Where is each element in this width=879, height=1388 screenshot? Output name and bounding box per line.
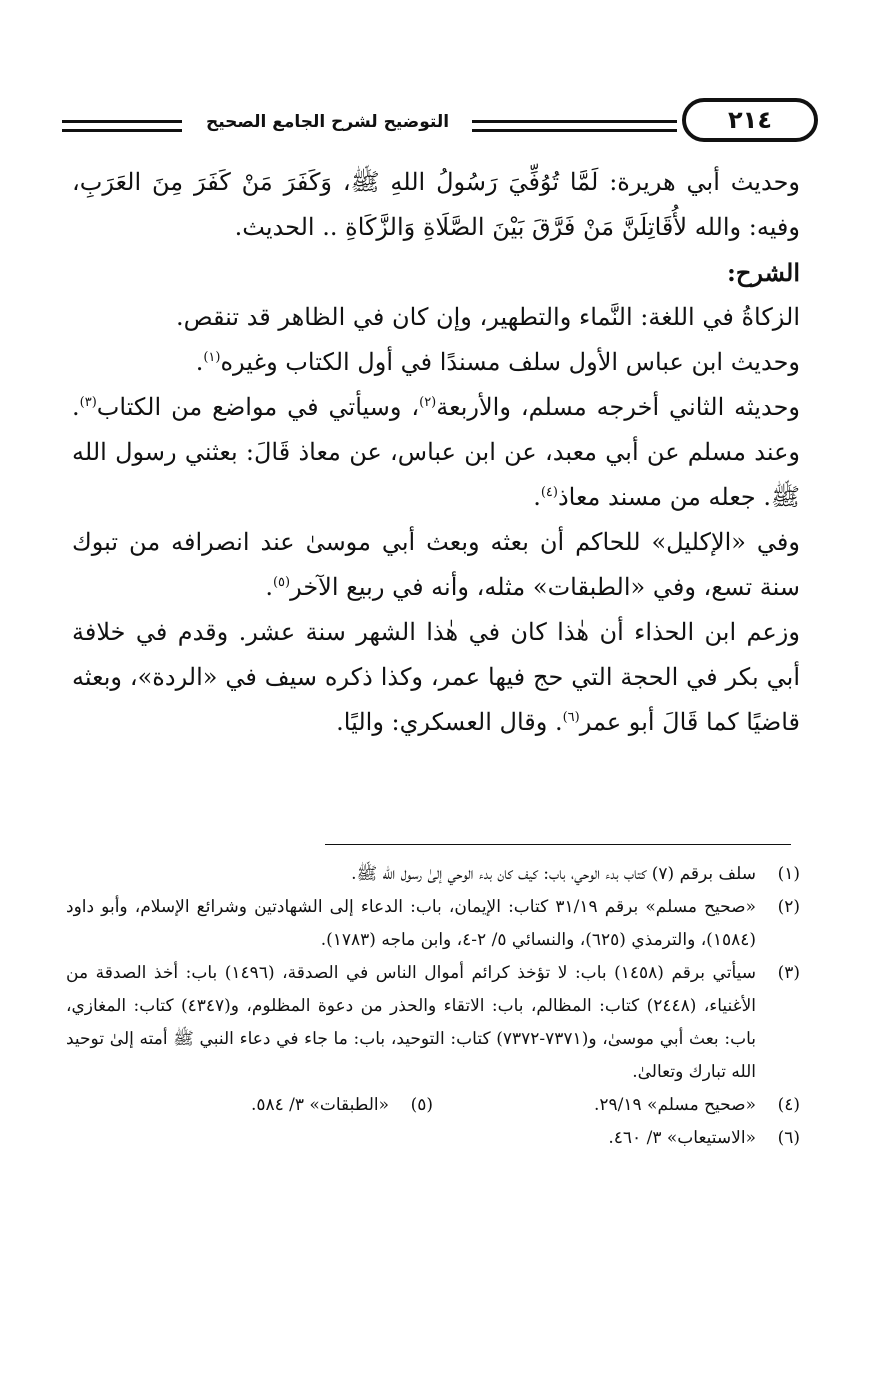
footnote-2 xyxy=(66,891,800,957)
header-rule-right-top xyxy=(472,120,677,123)
section-heading: الشرح: xyxy=(727,258,800,287)
footnotes xyxy=(66,858,800,1155)
text-run: . xyxy=(265,573,273,601)
footnote-number: (٥) xyxy=(410,1095,433,1115)
footnote-3 xyxy=(66,957,800,1089)
footnote-ref-2: (٢) xyxy=(419,395,437,410)
text-run: . وعند مسلم عن أبي معبد، عن ابن عباس، عن معاذ قَالَ: بعثني رسول الله ﷺ. جعله من مسند معاذ xyxy=(72,393,800,511)
text-run: وفي «الإكليل» للحاكم أن بعثه وبعث أبي موسىٰ عند انصرافه من تبوك سنة تسع، وفي «الطبقات» مثله، وأنه في ربيع الآخر xyxy=(72,528,800,601)
paragraph-ibn-abbas xyxy=(72,340,800,385)
paragraph-iklil xyxy=(72,520,800,610)
text-run: . وقال العسكري: واليًا. xyxy=(336,708,563,736)
text-run: وحديثه الثاني أخرجه مسلم، والأربعة xyxy=(436,393,800,421)
paragraph-hadith: وحديث أبي هريرة: لَمَّا تُوُفِّيَ رَسُولُ اللهِ ﷺ، وَكَفَرَ مَنْ كَفَرَ مِنَ العَرَبِ، وفيه: والله لأُقَاتِلَنَّ مَنْ فَرَّقَ بَيْنَ الصَّلَاةِ وَالزَّكَاةِ .. الحديث. xyxy=(72,168,800,241)
footnote-ref-5: (٥) xyxy=(272,575,291,590)
footnote-4 xyxy=(433,1089,800,1122)
paragraph-definition: الزكاةُ في اللغة: النَّماء والتطهير، وإن كان في الظاهر قد تنقص. xyxy=(175,303,800,331)
footnote-text: سلف برقم (٧) كتاب بدء الوحي، باب: كيف كان بدء الوحي إلىٰ رسول الله ﷺ. xyxy=(351,864,756,884)
footnote-number: (٣) xyxy=(777,963,800,983)
footnote-6 xyxy=(66,1122,800,1155)
text-run: . xyxy=(533,483,541,511)
footnote-number: (٢) xyxy=(777,897,800,917)
text-run: وزعم ابن الحذاء أن هٰذا كان في هٰذا الشهر سنة عشر. وقدم في خلافة أبي بكر في الحجة التي حج فيها عمر، وكذا ذكره سيف في «الردة»، وبعثه قاضيًا كما قَالَ أبو عمر xyxy=(72,618,800,736)
footnotes-4-5 xyxy=(66,1089,800,1122)
footnote-ref-1: (١) xyxy=(203,350,221,365)
footnote-ref-6: (٦) xyxy=(562,710,580,725)
footnote-5 xyxy=(66,1089,433,1122)
footnote-number: (٤) xyxy=(777,1095,800,1115)
paragraph-ibn-hadhdha xyxy=(72,610,800,745)
main-text xyxy=(72,160,800,745)
footnote-text: «صحيح مسلم» برقم ٣١/١٩ كتاب: الإيمان، باب: الدعاء إلى الشهادتين وشرائع الإسلام، وأبو داود (١٥٨٤)، والترمذي (٦٢٥)، والنسائي ٥/ ٢-٤، وابن ماجه (١٧٨٣). xyxy=(66,897,756,950)
text-run: وحديث ابن عباس الأول سلف مسندًا في أول الكتاب وغيره xyxy=(220,348,800,376)
footnote-text: «الطبقات» ٣/ ٥٨٤. xyxy=(250,1095,389,1115)
footnote-number: (١) xyxy=(777,864,800,884)
footnote-text: سيأتي برقم (١٤٥٨) باب: لا تؤخذ كرائم أموال الناس في الصدقة، (١٤٩٦) باب: أخذ الصدقة من الأغنياء، (٢٤٤٨) كتاب: المظالم، باب: الاتقاء والحذر من دعوة المظلوم، و(٤٣٤٧) كتاب: المغازي، باب: بعث أبي موسىٰ، و(٧٣٧١-٧٣٧٢) كتاب: التوحيد، باب: ما جاء في دعاء النبي ﷺ أمته إلىٰ توحيد الله تبارك وتعالىٰ. xyxy=(66,963,756,1082)
text-run: ، وسيأتي في مواضع من الكتاب xyxy=(96,393,420,421)
footnote-number: (٦) xyxy=(777,1128,800,1148)
header-rule-left-top xyxy=(62,120,182,123)
page-number-badge xyxy=(682,98,818,142)
footnote-text: «الاستيعاب» ٣/ ٤٦٠. xyxy=(608,1128,756,1148)
footnote-1 xyxy=(66,858,800,891)
page-number: ٢١٤ xyxy=(728,106,772,134)
text-run: . xyxy=(195,348,204,376)
running-header xyxy=(62,96,802,152)
header-rule-right-bottom xyxy=(472,129,677,132)
header-rule-left-bottom xyxy=(62,129,182,132)
footnote-ref-4: (٤) xyxy=(540,485,558,500)
paragraph-second-hadith xyxy=(72,385,800,520)
footnote-text: «صحيح مسلم» ٢٩/١٩. xyxy=(593,1095,756,1115)
running-title: التوضيح لشرح الجامع الصحيح xyxy=(205,112,450,132)
footnote-ref-3: (٣) xyxy=(79,395,97,410)
footnote-separator xyxy=(325,844,791,845)
